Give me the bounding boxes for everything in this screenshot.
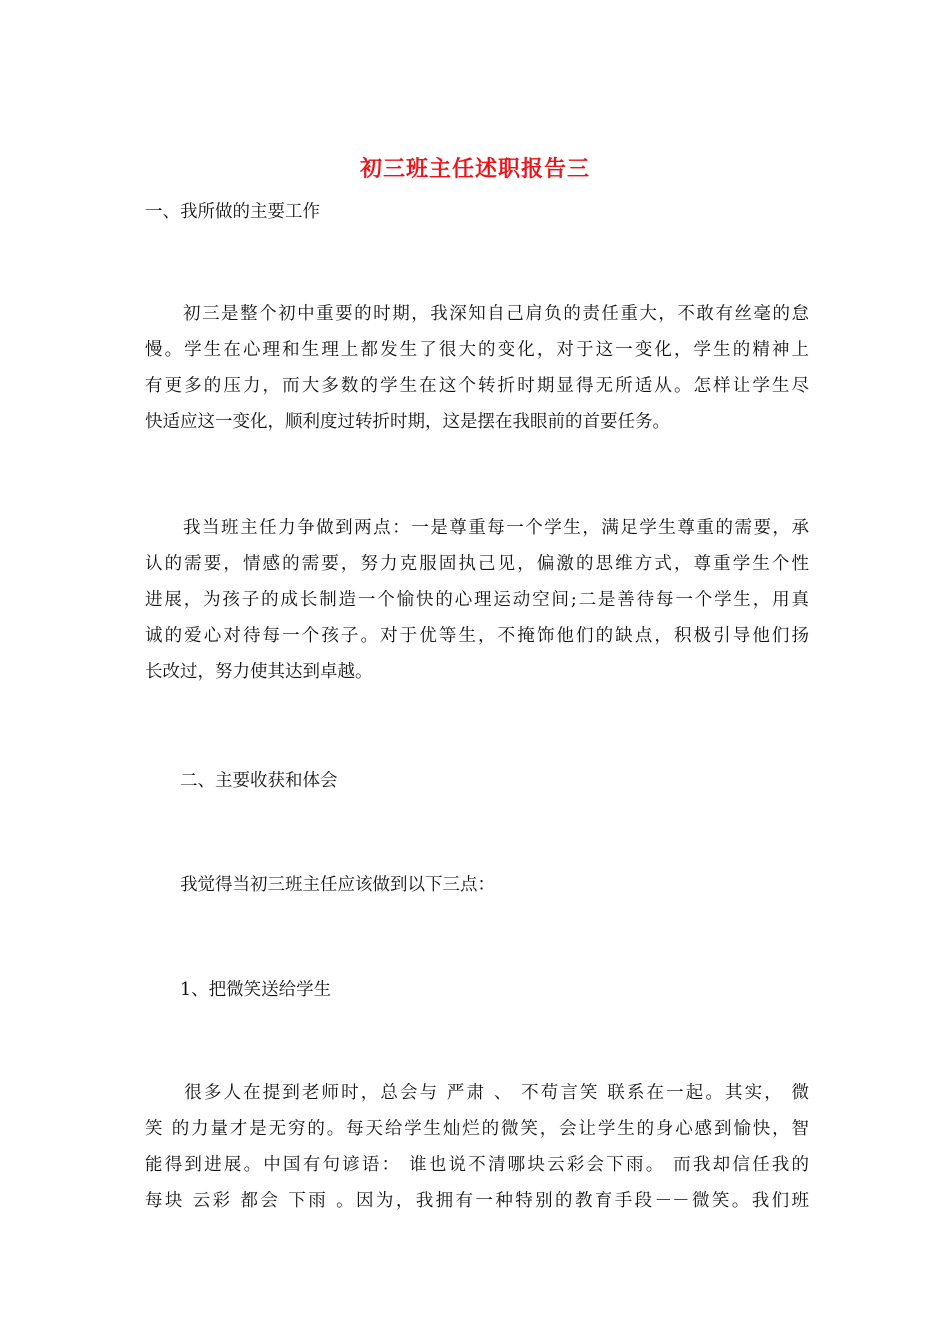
paragraph-line: 认的需要，情感的需要，努力克服固执己见，偏激的思维方式，尊重学生个性 — [145, 554, 809, 574]
document-title: 初三班主任述职报告三 — [359, 156, 590, 182]
paragraph-line: 慢。学生在心理和生理上都发生了很大的变化，对于这一变化，学生的精神上 — [145, 340, 809, 360]
paragraph-line: 能得到进展。中国有句谚语： 谁也说不清哪块云彩会下雨。 而我却信任我的 — [145, 1155, 809, 1175]
paragraph-line: 笑 的力量才是无穷的。每天给学生灿烂的微笑，会让学生的身心感到愉快，智 — [145, 1119, 809, 1139]
paragraph-line: 每块 云彩 都会 下雨 。因为，我拥有一种特别的教育手段－－微笑。我们班 — [145, 1191, 809, 1211]
paragraph-line: 诚的爱心对待每一个孩子。对于优等生，不掩饰他们的缺点，积极引导他们扬 — [145, 626, 809, 646]
paragraph-2 — [145, 510, 809, 690]
paragraph-line: 进展，为孩子的成长制造一个愉快的心理运动空间;二是善待每一个学生，用真 — [145, 590, 809, 610]
paragraph-1 — [145, 296, 809, 440]
paragraph-line: 长改过，努力使其达到卓越。 — [145, 662, 373, 682]
section-heading-2: 二、主要收获和体会 — [145, 771, 338, 791]
paragraph-line: 我当班主任力争做到两点：一是尊重每一个学生，满足学生尊重的需要，承 — [145, 518, 809, 538]
paragraph-line: 初三是整个初中重要的时期，我深知自己肩负的责任重大，不敢有丝毫的怠 — [145, 304, 809, 324]
paragraph-line: 有更多的压力，而大多数的学生在这个转折时期显得无所适从。怎样让学生尽 — [145, 376, 809, 396]
paragraph-4 — [145, 1075, 809, 1219]
paragraph-line: 很多人在提到老师时，总会与 严肃 、 不苟言笑 联系在一起。其实， 微 — [145, 1083, 809, 1103]
list-item-1: 1、把微笑送给学生 — [145, 980, 332, 1000]
paragraph-line: 快适应这一变化，顺利度过转折时期，这是摆在我眼前的首要任务。 — [145, 412, 670, 432]
section-heading-1: 一、我所做的主要工作 — [145, 202, 320, 222]
paragraph-3: 我觉得当初三班主任应该做到以下三点： — [145, 875, 495, 895]
